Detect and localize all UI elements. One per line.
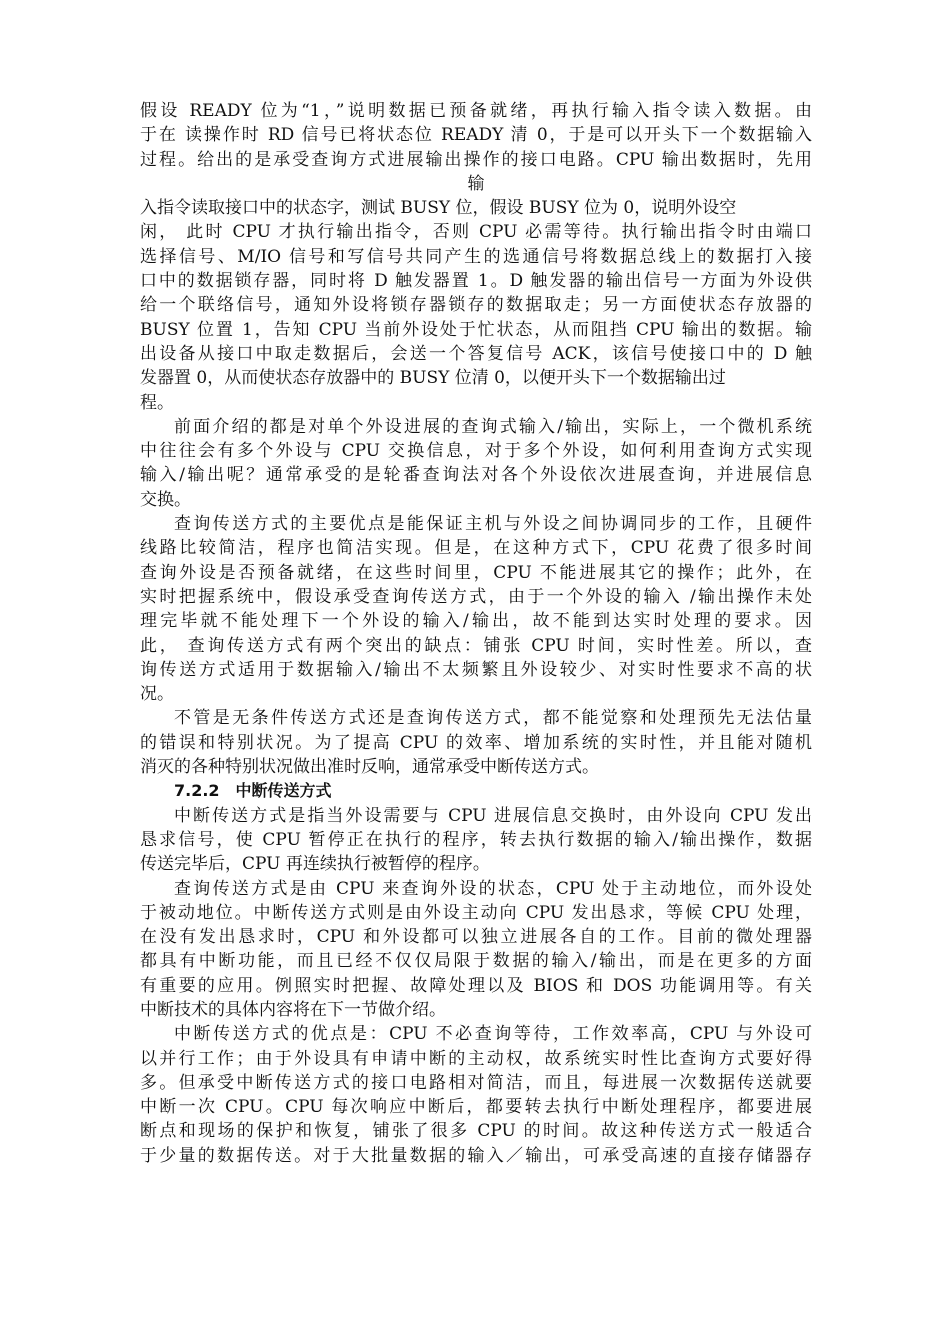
text-line: 输 (467, 173, 485, 194)
text-line: 假设 READY 位为“1，”说明数据已预备就绪，再执行输入指令读入数据。由 (140, 101, 812, 121)
document-page (140, 99, 812, 1168)
text-line: 交换。 (140, 489, 191, 510)
text-line: 询传送方式适用于数据输入/输出不太频繁且外设较少、对实时性要求不高的状 (140, 659, 812, 680)
text-line: 实时把握系统中，假设承受查询传送方式，由于一个外设的输入 /输出操作未处 (140, 586, 812, 607)
text-line: 线路比较简洁，程序也简洁实现。但是，在这种方式下，CPU 花费了很多时间 (140, 538, 812, 559)
text-line: 多。但承受中断传送方式的接口电路相对简洁，而且，每进展一次数据传送就要 (140, 1072, 812, 1093)
text-line: 都具有中断功能，而且已经不仅仅局限于数据的输入/输出，而是在更多的方面 (140, 951, 812, 972)
text-line: 选择信号、M/IO 信号和写信号共同产生的选通信号将数据总线上的数据打入接 (140, 246, 812, 267)
text-line: 查询传送方式是由 CPU 来查询外设的状态，CPU 处于主动地位，而外设处 (174, 878, 812, 899)
text-line: BUSY 位置 1，告知 CPU 当前外设处于忙状态，从而阻挡 CPU 输出的数据。输 (140, 319, 812, 340)
text-line: 口中的数据锁存器，同时将 D 触发器置 1。D 触发器的输出信号一方面为外设供 (140, 271, 812, 292)
text-line: 中断技术的具体内容将在下一节做介绍。 (140, 999, 446, 1020)
text-line: 以并行工作；由于外设具有申请中断的主动权，故系统实时性比查询方式要好得 (140, 1048, 812, 1069)
text-line: 查询传送方式的主要优点是能保证主机与外设之间协调同步的工作，且硬件 (174, 514, 812, 535)
text-line: 前面介绍的都是对单个外设进展的查询式输入/输出，实际上，一个微机系统 (174, 416, 812, 437)
text-line: 传送完毕后，CPU 再连续执行被暂停的程序。 (140, 854, 490, 875)
text-line: 过程。给出的是承受查询方式进展输出操作的接口电路。CPU 输出数据时，先用 (140, 149, 812, 170)
text-line: 中往往会有多个外设与 CPU 交换信息，对于多个外设，如何利用查询方式实现 (140, 441, 812, 462)
text-line: 于在 读操作时 RD 信号已将状态位 READY 清 0，于是可以开头下一个数据输入 (140, 125, 812, 146)
text-line: 的错误和特别状况。为了提高 CPU 的效率、增加系统的实时性，并且能对随机 (140, 732, 812, 753)
text-line: 中断传送方式的优点是：CPU 不必查询等待，工作效率高，CPU 与外设可 (174, 1024, 812, 1045)
text-line: 发器置 0，从而使状态存放器中的 BUSY 位清 0，以便开头下一个数据输出过 (140, 368, 726, 389)
text-line: 在没有发出恳求时，CPU 和外设都可以独立进展各自的工作。目前的微处理器 (140, 927, 812, 948)
text-line: 消灭的各种特别状况做出准时反响，通常承受中断传送方式。 (140, 757, 599, 778)
text-line: 恳求信号，使 CPU 暂停正在执行的程序，转去执行数据的输入/输出操作，数据 (140, 829, 812, 850)
text-line: 况。 (140, 684, 174, 705)
text-line: 中断传送方式是指当外设需要与 CPU 进展信息交换时，由外设向 CPU 发出 (174, 805, 812, 826)
text-line: 查询外设是否预备就绪，在这些时间里，CPU 不能进展其它的操作；此外，在 (140, 562, 812, 583)
text-line: 于被动地位。中断传送方式则是由外设主动向 CPU 发出恳求，等候 CPU 处理， (140, 902, 812, 923)
text-line: 出设备从接口中取走数据后，会送一个答复信号 ACK，该信号使接口中的 D 触 (140, 343, 812, 364)
text-line: 中断一次 CPU。CPU 每次响应中断后，都要转去执行中断处理程序，都要进展 (140, 1097, 812, 1118)
text-line: 此， 查询传送方式有两个突出的缺点：铺张 CPU 时间，实时性差。所以，查 (140, 635, 812, 656)
text-line: 输入/输出呢？通常承受的是轮番查询法对各个外设依次进展查询，并进展信息 (140, 465, 812, 486)
section-heading: 7.2.2 中断传送方式 (174, 781, 332, 801)
text-line: 理完毕就不能处理下一个外设的输入/输出，故不能到达实时处理的要求。因 (140, 611, 812, 632)
text-line: 程。 (140, 392, 174, 413)
text-line: 于少量的数据传送。对于大批量数据的输入／输出，可承受高速的直接存储器存 (140, 1145, 812, 1166)
text-line: 不管是无条件传送方式还是查询传送方式，都不能觉察和处理预先无法估量 (174, 708, 812, 729)
text-line: 有重要的应用。例照实时把握、故障处理以及 BIOS 和 DOS 功能调用等。有关 (140, 975, 812, 996)
text-line: 给一个联络信号，通知外设将锁存器锁存的数据取走；另一方面使状态存放器的 (140, 295, 812, 316)
text-line: 断点和现场的保护和恢复，铺张了很多 CPU 的时间。故这种传送方式一般适合 (140, 1121, 812, 1142)
text-line: 入指令读取接口中的状态字，测试 BUSY 位，假设 BUSY 位为 0，说明外设空 (140, 198, 737, 219)
text-line: 闲， 此时 CPU 才执行输出指令，否则 CPU 必需等待。执行输出指令时由端口 (140, 222, 812, 243)
